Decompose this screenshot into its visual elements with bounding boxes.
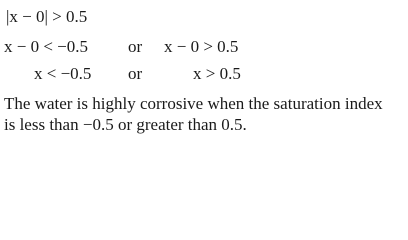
conclusion-paragraph	[4, 93, 406, 135]
or-connector-2: or	[128, 64, 143, 83]
equation-case-right: x − 0 > 0.5	[164, 37, 239, 56]
solution-right: x > 0.5	[193, 64, 241, 83]
equation-abs-inequality: |x − 0| > 0.5	[6, 7, 88, 26]
equation-case-left: x − 0 < −0.5	[4, 37, 89, 56]
solution-left: x < −0.5	[34, 64, 92, 83]
or-connector-1: or	[128, 37, 143, 56]
conclusion-line-1: The water is highly corrosive when the saturation index	[4, 94, 383, 113]
conclusion-line-2: is less than −0.5 or greater than 0.5.	[4, 115, 247, 134]
